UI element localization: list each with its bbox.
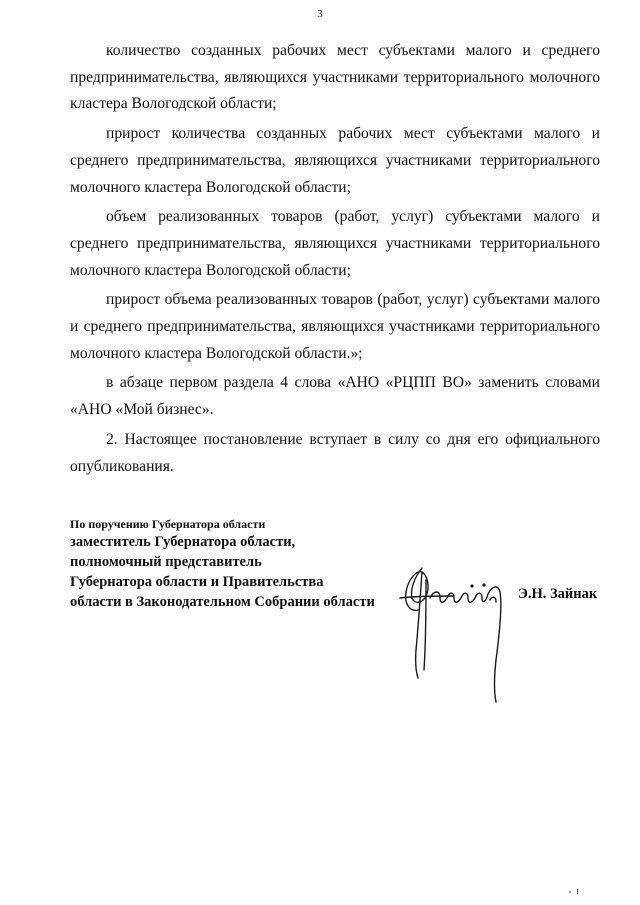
page-number: 3: [317, 8, 323, 20]
paragraph: 2. Настоящее постановление вступает в силу со дня его официального опубликования.: [70, 430, 600, 475]
paragraph: количество созданных рабочих мест субъектами малого и среднего предпринимательства, являющихся участниками территориального молочного кластера Вологодской области;: [70, 42, 600, 113]
paragraph: в абзаце первом раздела 4 слова «АНО «РЦПП ВО» заменить словами «АНО «Мой бизнес».: [70, 374, 600, 419]
signature-block: [70, 516, 400, 612]
signer-title-line: полномочный представитель: [70, 554, 262, 570]
paragraph: объем реализованных товаров (работ, услуг) субъектами малого и среднего предпринимательства, являющихся участниками территориального молочного кластера Вологодской области;: [70, 208, 600, 279]
signer-title-line: заместитель Губернатора области,: [70, 534, 296, 550]
scan-mark: [568, 888, 580, 894]
signer-name: Э.Н. Зайнак: [518, 586, 598, 602]
handwritten-signature: [396, 560, 514, 710]
signer-title-line: области в Законодательном Собрании области: [70, 594, 375, 610]
paragraph: прирост количества созданных рабочих мест субъектами малого и среднего предпринимательства, являющихся участниками территориального молочного кластера Вологодской области;: [70, 125, 600, 196]
paragraph: прирост объема реализованных товаров (работ, услуг) субъектами малого и среднего предпринимательства, являющихся участниками территориального молочного кластера Вологодской области.»;: [70, 291, 600, 362]
document-body: [70, 38, 600, 483]
signer-title-line: Губернатора области и Правительства: [70, 574, 324, 590]
signature-intro: По поручению Губернатора области: [70, 517, 266, 531]
